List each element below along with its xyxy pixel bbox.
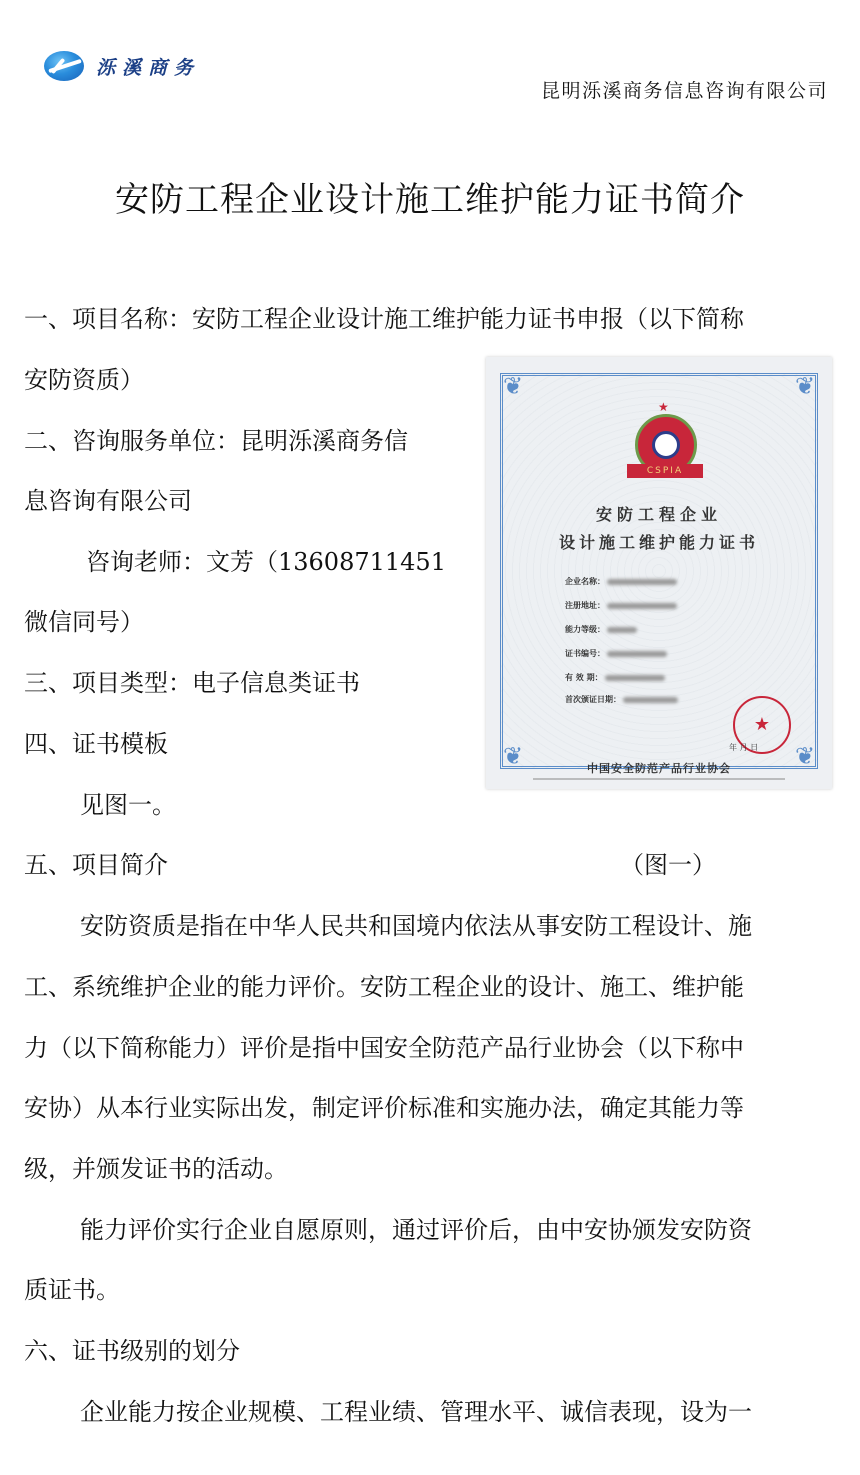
section-2-continued: 息咨询有限公司: [24, 487, 192, 515]
redacted-value: [623, 697, 678, 703]
section-6-heading: 六、证书级别的划分: [24, 1337, 240, 1365]
corner-ornament-icon: ❦: [794, 372, 816, 400]
certificate-field: 企业名称：: [565, 576, 677, 587]
issue-date: 年 月 日: [729, 743, 759, 752]
paragraph-line: 力（以下简称能力）评价是指中国安全防范产品行业协会（以下称中: [24, 1034, 744, 1062]
paragraph-line: 级，并颁发证书的活动。: [24, 1155, 288, 1183]
section-2-heading: 二、咨询服务单位：昆明泺溪商务信: [24, 427, 408, 455]
section-5-heading: 五、项目简介: [24, 851, 168, 879]
figure-caption: （图一）: [620, 851, 716, 879]
paragraph-line: 工、系统维护企业的能力评价。安防工程企业的设计、施工、维护能: [24, 973, 744, 1001]
section-3-heading: 三、项目类型：电子信息类证书: [24, 669, 360, 697]
certificate-field: 首次颁证日期：: [565, 694, 678, 705]
logo-mark-icon: [44, 51, 84, 81]
certificate-image: [486, 357, 832, 789]
company-logo: [44, 51, 200, 81]
document-title: 安防工程企业设计施工维护能力证书简介: [115, 180, 745, 220]
redacted-value: [607, 651, 667, 657]
redacted-value: [607, 627, 637, 633]
emblem-star-icon: ★: [658, 400, 669, 414]
certificate-title-line2: 设计施工维护能力证书: [558, 533, 759, 552]
certificate-field: 能力等级：: [565, 624, 637, 635]
paragraph-line: 安协）从本行业实际出发，制定评价标准和实施办法，确定其能力等: [24, 1094, 744, 1122]
paragraph-line: 能力评价实行企业自愿原则，通过评价后，由中安协颁发安防资: [80, 1216, 752, 1244]
section-1-continued: 安防资质）: [24, 366, 144, 394]
certificate-field: 注册地址：: [565, 600, 677, 611]
corner-ornament-icon: ❦: [794, 742, 816, 770]
certificate-title-line1: 安防工程企业: [595, 505, 722, 524]
fine-print: [533, 778, 785, 780]
certificate-border: [500, 372, 818, 775]
certificate-issuer: 中国安全防范产品行业协会: [587, 762, 731, 775]
redacted-value: [607, 603, 677, 609]
redacted-value: [607, 579, 677, 585]
consultant-contact-continued: 微信同号）: [24, 608, 144, 636]
section-1-heading: 一、项目名称：安防工程企业设计施工维护能力证书申报（以下简称: [24, 305, 744, 333]
corner-ornament-icon: ❦: [502, 372, 524, 400]
section-4-heading: 四、证书模板: [24, 730, 168, 758]
paragraph-line: 安防资质是指在中华人民共和国境内依法从事安防工程设计、施: [80, 912, 752, 940]
certificate-field: 有 效 期：: [565, 672, 665, 683]
emblem-ribbon: CSPIA: [627, 464, 703, 478]
redacted-value: [605, 675, 665, 681]
corner-ornament-icon: ❦: [502, 742, 524, 770]
paragraph-line: 质证书。: [24, 1276, 120, 1304]
paragraph-line: 企业能力按企业规模、工程业绩、管理水平、诚信表现，设为一: [80, 1398, 752, 1426]
certificate-field: 证书编号：: [565, 648, 667, 659]
logo-text: 泺溪商务: [96, 56, 201, 79]
company-name: 昆明泺溪商务信息咨询有限公司: [540, 80, 828, 102]
consultant-contact: 咨询老师：文芳（13608711451: [86, 548, 446, 576]
official-seal-icon: ★: [733, 696, 791, 754]
see-figure-text: 见图一。: [80, 791, 176, 819]
